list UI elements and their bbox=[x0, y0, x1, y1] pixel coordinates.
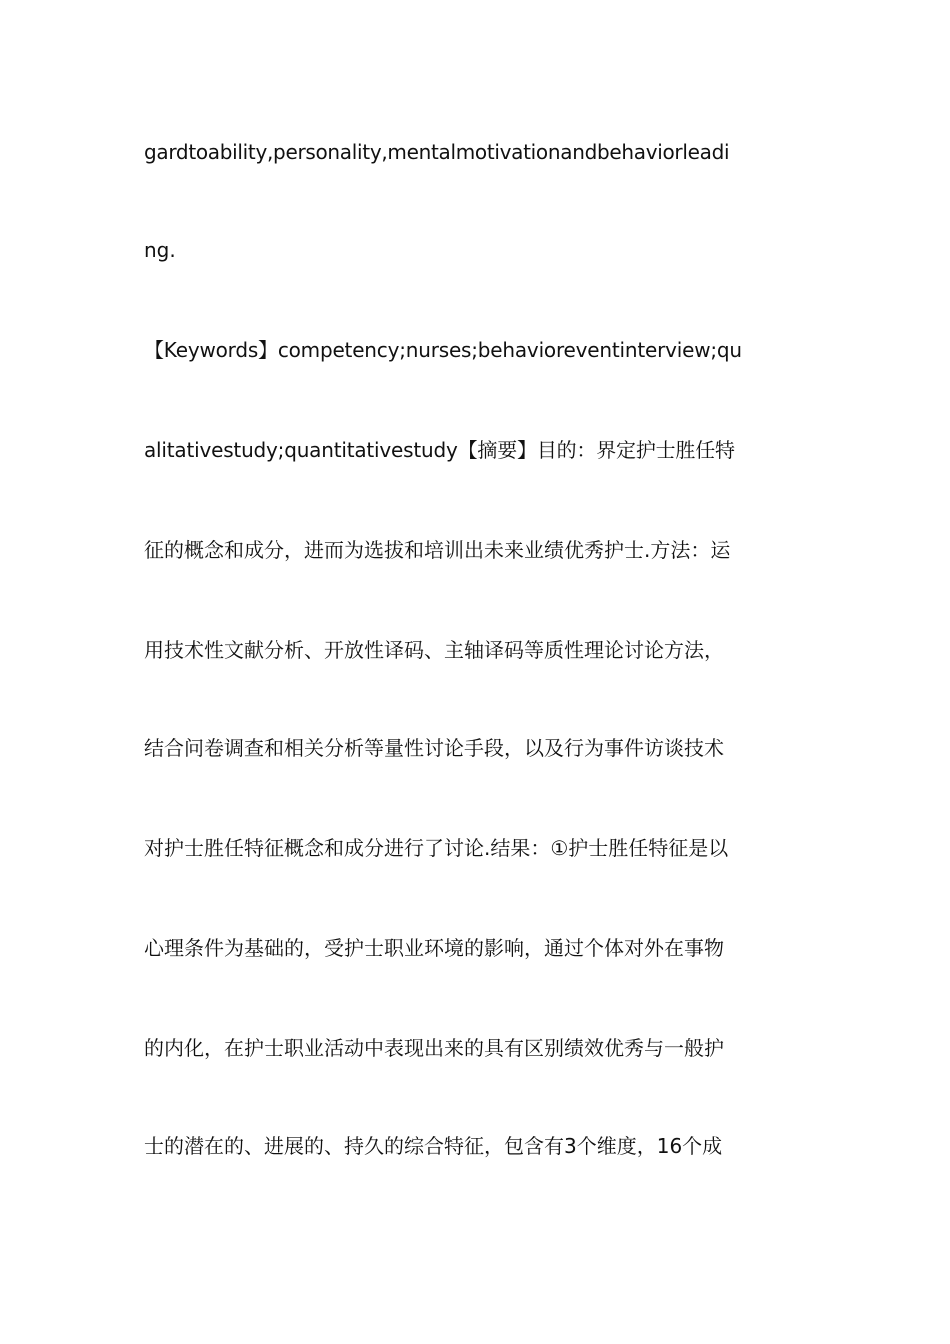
text-line: 征的概念和成分，进而为选拔和培训出未来业绩优秀护士.方法：运 bbox=[144, 538, 731, 562]
keywords-line: 【Keywords】competency;nurses;behavioreventinterview;qu bbox=[144, 338, 742, 362]
text-line: 用技术性文献分析、开放性译码、主轴译码等质性理论讨论方法， bbox=[144, 638, 724, 662]
text-line: 对护士胜任特征概念和成分进行了讨论.结果：①护士胜任特征是以 bbox=[144, 836, 729, 860]
text-line: 心理条件为基础的，受护士职业环境的影响，通过个体对外在事物 bbox=[144, 936, 724, 960]
text-line: ng. bbox=[144, 238, 176, 262]
text-line: 士的潜在的、进展的、持久的综合特征，包含有3个维度，16个成 bbox=[144, 1134, 723, 1158]
text-line: gardtoability,personality,mentalmotivationandbehaviorleadi bbox=[144, 140, 730, 164]
text-line: alitativestudy;quantitativestudy【摘要】目的：界定护士胜任特 bbox=[144, 438, 735, 462]
text-line: 的内化，在护士职业活动中表现出来的具有区别绩效优秀与一般护 bbox=[144, 1036, 724, 1060]
text-line: 结合问卷调查和相关分析等量性讨论手段，以及行为事件访谈技术 bbox=[144, 736, 724, 760]
